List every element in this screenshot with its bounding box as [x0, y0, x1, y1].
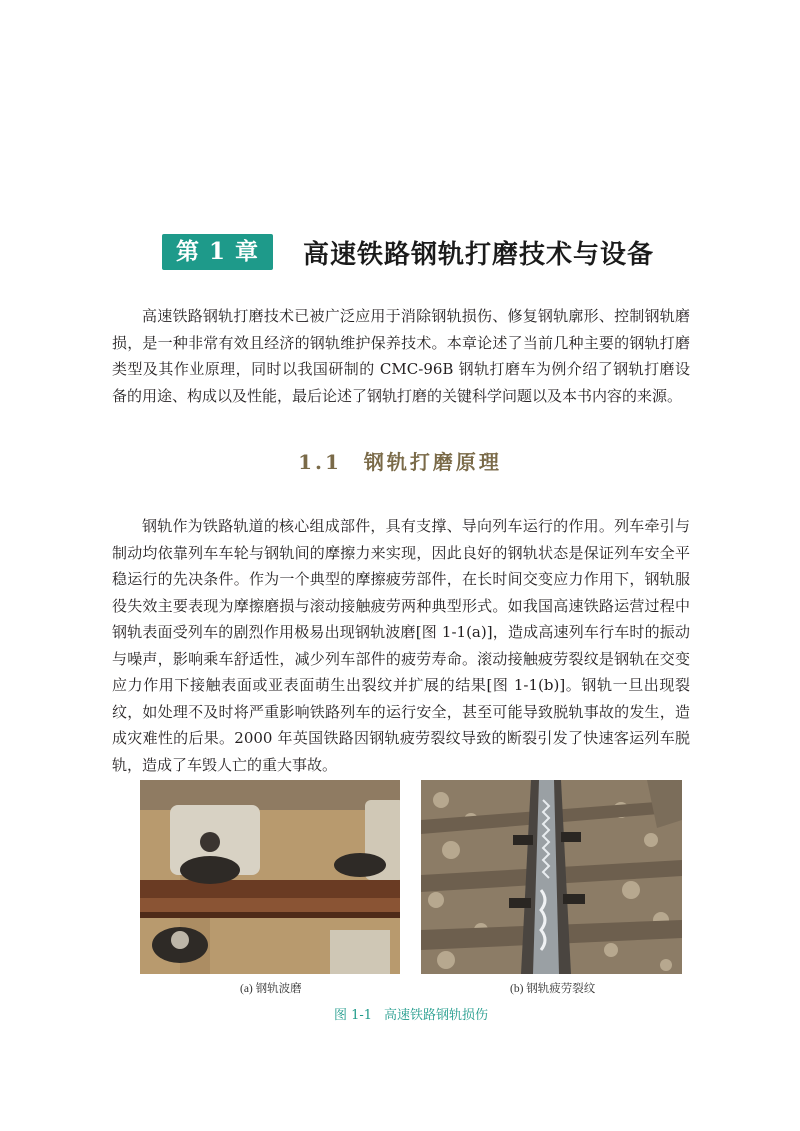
- rail-corrugation-photo: [140, 780, 400, 974]
- chapter-title: 高速铁路钢轨打磨技术与设备: [303, 239, 655, 270]
- figure-caption-text: 高速铁路钢轨损伤: [384, 1008, 489, 1023]
- rail-fatigue-crack-photo: [421, 780, 682, 974]
- intro-paragraph: 高速铁路钢轨打磨技术已被广泛应用于消除钢轨损伤、修复钢轨廓形、控制钢轨磨损，是一种非常有效且经济的钢轨维护保养技术。本章论述了当前几种主要的钢轨打磨类型及其作业原理，同时以我国研制的 CMC-96B 钢轨打磨车为例介绍了钢轨打磨设备的用途、构成以及性能，最后论述了钢轨打磨的关键科学问题以及本书内容的来源。: [112, 307, 690, 405]
- figure-caption: [140, 1004, 682, 1023]
- section-heading: [0, 446, 800, 475]
- subcaption-a: (a) 钢轨波磨: [240, 983, 302, 995]
- figure-number: 图 1-1: [333, 1008, 373, 1023]
- section-title: 钢轨打磨原理: [363, 450, 502, 474]
- chapter-heading: [162, 232, 654, 272]
- body-paragraph: 钢轨作为铁路轨道的核心组成部件，具有支撑、导向列车运行的作用。列车牵引与制动均依靠列车车轮与钢轨间的摩擦力来实现，因此良好的钢轨状态是保证列车安全平稳运行的先决条件。作为一个典型的摩擦疲劳部件，在长时间交变应力作用下，钢轨服役失效主要表现为摩擦磨损与滚动接触疲劳两种典型形式。如我国高速铁路运营过程中钢轨表面受列车的剧烈作用极易出现钢轨波磨[图 1-1(a)]，造成高速列车行车时的振动与噪声，影响乘车舒适性，减少列车部件的疲劳寿命。滚动接触疲劳裂纹是钢轨在交变应力作用下接触表面或亚表面萌生出裂纹并扩展的结果[图 1-1(b)]。钢轨一旦出现裂纹，如处理不及时将严重影响铁路列车的运行安全，甚至可能导致脱轨事故的发生，造成灾难性的后果。2000 年英国铁路因钢轨疲劳裂纹导致的断裂引发了快速客运列车脱轨，造成了车毁人亡的重大事故。: [112, 517, 690, 774]
- chapter-number-badge: 第 1 章: [162, 234, 273, 270]
- section-number: 1.1: [298, 450, 342, 474]
- subcaption-b: (b) 钢轨疲劳裂纹: [510, 983, 596, 995]
